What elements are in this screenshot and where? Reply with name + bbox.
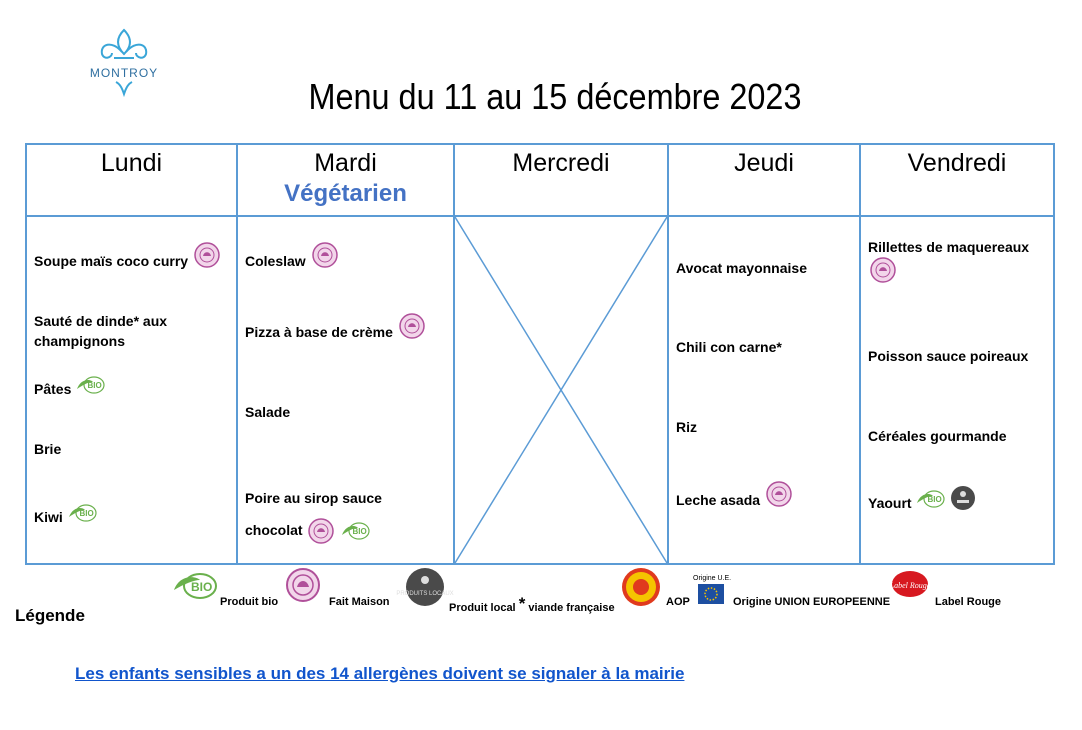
page-title: Menu du 11 au 15 décembre 2023 <box>308 76 802 117</box>
menu-item: Kiwi BIO <box>34 507 97 527</box>
fleur-de-lys-icon <box>94 28 154 68</box>
day-header-lundi <box>26 144 237 216</box>
legend-label-rouge: Label Rouge <box>935 596 1002 608</box>
legend-eu: Origine UNION EUROPEENNE <box>733 596 891 608</box>
menu-item: Pizza à base de crème <box>245 322 427 342</box>
day-header-mardi <box>237 144 454 216</box>
menu-item: Coleslaw <box>245 251 340 271</box>
legend-viande: viande française <box>528 602 615 614</box>
vegetarien-label: Végétarien <box>284 180 407 207</box>
day-name: Vendredi <box>907 149 1007 177</box>
legend-aop: AOP <box>666 596 690 608</box>
svg-text:BIO: BIO <box>927 495 943 505</box>
menu-item: Chili con carne* <box>676 339 782 355</box>
menu-item: Soupe maïs coco curry <box>34 251 222 271</box>
day-name: Jeudi <box>734 149 794 177</box>
produit-local-icon <box>949 485 977 511</box>
label-rouge-legend-icon <box>890 568 930 600</box>
fait-maison-icon <box>397 313 427 339</box>
allergen-notice-link[interactable]: Les enfants sensibles a un des 14 allergènes doivent se signaler à la mairie <box>75 664 685 683</box>
menu-item: Avocat mayonnaise <box>676 260 807 276</box>
menu-item: Sauté de dinde* aux champignons <box>34 313 168 349</box>
menu-item: Poisson sauce poireaux <box>868 348 1029 364</box>
menu-cell-jeudi <box>668 216 860 564</box>
legend-local-label: Produit local <box>449 602 516 614</box>
legend-star: * <box>518 594 526 613</box>
menu-item: Rillettes de maquereaux <box>868 237 1029 283</box>
menu-item: Poire au sirop sauce chocolat BIO <box>245 482 405 546</box>
day-header-row <box>26 144 1054 216</box>
fait-maison-icon <box>306 518 336 544</box>
legend-local <box>449 596 615 616</box>
bio-icon <box>915 489 945 509</box>
fait-maison-legend-icon <box>282 567 324 603</box>
day-header-mercredi <box>454 144 668 216</box>
menu-row <box>26 216 1054 564</box>
eu-legend-caption: Origine U.E. <box>693 575 732 582</box>
bio-icon <box>340 521 370 541</box>
menu-item: Céréales gourmande <box>868 428 1007 444</box>
fait-maison-icon <box>868 257 898 283</box>
fait-maison-icon <box>310 242 340 268</box>
menu-item: Leche asada <box>676 490 794 510</box>
fait-maison-icon <box>192 242 222 268</box>
menu-item: Salade <box>245 404 291 420</box>
legend-fait-maison: Fait Maison <box>329 596 390 608</box>
menu-table <box>25 143 1055 565</box>
svg-text:BIO: BIO <box>87 381 102 391</box>
eu-flag-icon <box>698 584 724 604</box>
menu-item: Riz <box>676 419 697 435</box>
legend-title: Légende <box>15 606 85 625</box>
fait-maison-icon <box>764 481 794 507</box>
logo-text: MONTROY <box>89 66 159 80</box>
aop-legend-icon <box>618 567 664 607</box>
label-rouge-legend-text: Label Rouge <box>889 581 931 590</box>
svg-text:BIO: BIO <box>79 509 94 519</box>
day-header-vendredi <box>860 144 1054 216</box>
legend-bio: Produit bio <box>220 596 279 608</box>
day-name: Lundi <box>100 149 163 177</box>
menu-cell-mardi <box>237 216 454 564</box>
menu-cell-vendredi <box>860 216 1054 564</box>
menu-item: Yaourt BIO <box>868 493 977 513</box>
menu-item: Pâtes BIO <box>34 379 105 399</box>
produit-local-legend-icon <box>396 567 454 607</box>
menu-cell-mercredi <box>454 216 668 564</box>
menu-item: Brie <box>34 441 62 457</box>
local-legend-text: PRODUITS LOCAUX <box>396 591 454 597</box>
bio-icon <box>75 375 105 395</box>
svg-text:BIO: BIO <box>352 527 368 537</box>
bio-legend-icon <box>170 570 218 602</box>
day-name: Mardi <box>314 149 377 177</box>
bio-icon <box>67 503 97 523</box>
day-name: Mercredi <box>512 149 610 177</box>
menu-cell-lundi <box>26 216 237 564</box>
closed-cross <box>455 217 667 563</box>
bio-legend-text: BIO <box>191 580 213 594</box>
day-header-jeudi <box>668 144 860 216</box>
